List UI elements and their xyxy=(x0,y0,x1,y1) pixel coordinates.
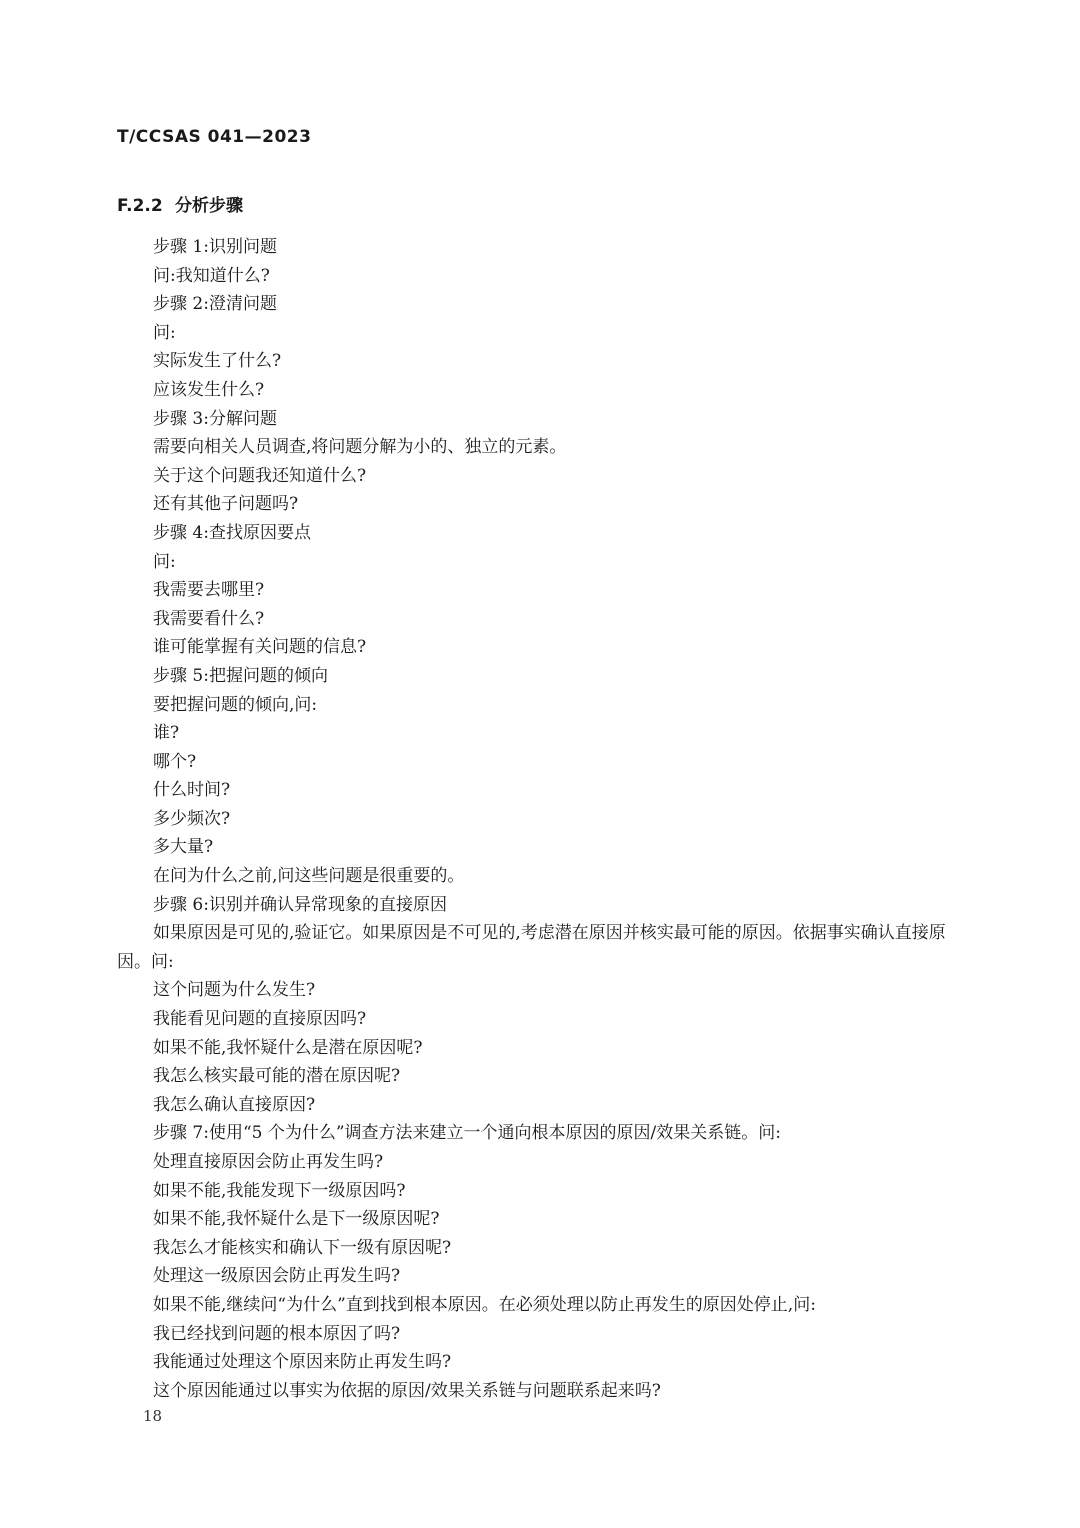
paragraph: 步骤 5:把握问题的倾向 xyxy=(153,665,328,686)
paragraph: 要把握问题的倾向,问: xyxy=(153,694,318,715)
paragraph: 多少频次? xyxy=(153,808,231,829)
paragraph: 问: xyxy=(153,551,176,572)
paragraph: 步骤 1:识别问题 xyxy=(153,237,277,257)
paragraph: 我怎么才能核实和确认下一级有原因呢? xyxy=(153,1237,452,1258)
paragraph: 如果不能,我怀疑什么是下一级原因呢? xyxy=(153,1209,440,1230)
paragraph: 如果不能,我能发现下一级原因吗? xyxy=(153,1180,406,1201)
paragraph: 问:我知道什么? xyxy=(153,265,270,286)
paragraph: 应该发生什么? xyxy=(153,379,265,400)
paragraph: 需要向相关人员调查,将问题分解为小的、独立的元素。 xyxy=(153,437,567,458)
paragraph: 步骤 6:识别并确认异常现象的直接原因 xyxy=(153,894,447,915)
section-heading xyxy=(117,191,243,216)
paragraph: 谁? xyxy=(153,723,180,744)
paragraph: 问: xyxy=(153,322,176,343)
section-body xyxy=(117,233,957,1405)
paragraph: 我需要看什么? xyxy=(153,608,265,629)
page-number: 18 xyxy=(143,1407,163,1425)
paragraph: 步骤 7:使用“5 个为什么”调查方法来建立一个通向根本原因的原因/效果关系链。问: xyxy=(153,1123,782,1144)
paragraph: 如果原因是可见的,验证它。如果原因是不可见的,考虑潜在原因并核实最可能的原因。依据事实确认直接原因。问: xyxy=(117,923,946,972)
section-number: F.2.2 xyxy=(117,196,163,216)
paragraph: 我怎么确认直接原因? xyxy=(153,1094,316,1115)
paragraph: 我怎么核实最可能的潜在原因呢? xyxy=(153,1066,401,1087)
paragraph: 步骤 2:澄清问题 xyxy=(153,294,277,315)
paragraph: 我需要去哪里? xyxy=(153,580,265,601)
document-id-header: T/CCSAS 041—2023 xyxy=(117,127,312,147)
paragraph: 这个原因能通过以事实为依据的原因/效果关系链与问题联系起来吗? xyxy=(153,1380,661,1401)
paragraph: 我能看见问题的直接原因吗? xyxy=(153,1009,367,1030)
paragraph: 实际发生了什么? xyxy=(153,351,282,372)
paragraph: 我能通过处理这个原因来防止再发生吗? xyxy=(153,1352,452,1373)
paragraph: 如果不能,继续问“为什么”直到找到根本原因。在必须处理以防止再发生的原因处停止,问: xyxy=(153,1294,816,1315)
paragraph: 谁可能掌握有关问题的信息? xyxy=(153,637,367,658)
paragraph: 这个问题为什么发生? xyxy=(153,980,316,1001)
paragraph: 在问为什么之前,问这些问题是很重要的。 xyxy=(153,866,465,887)
paragraph: 多大量? xyxy=(153,837,214,858)
paragraph: 如果不能,我怀疑什么是潜在原因呢? xyxy=(153,1037,423,1058)
paragraph: 处理这一级原因会防止再发生吗? xyxy=(153,1266,401,1287)
paragraph: 哪个? xyxy=(153,751,197,772)
paragraph: 处理直接原因会防止再发生吗? xyxy=(153,1152,384,1172)
paragraph: 什么时间? xyxy=(153,780,231,801)
paragraph: 步骤 4:查找原因要点 xyxy=(153,522,311,543)
paragraph: 我已经找到问题的根本原因了吗? xyxy=(153,1323,401,1344)
section-title: 分析步骤 xyxy=(175,196,243,216)
paragraph: 步骤 3:分解问题 xyxy=(153,408,277,429)
paragraph: 还有其他子问题吗? xyxy=(153,494,299,515)
paragraph: 关于这个问题我还知道什么? xyxy=(153,465,367,486)
